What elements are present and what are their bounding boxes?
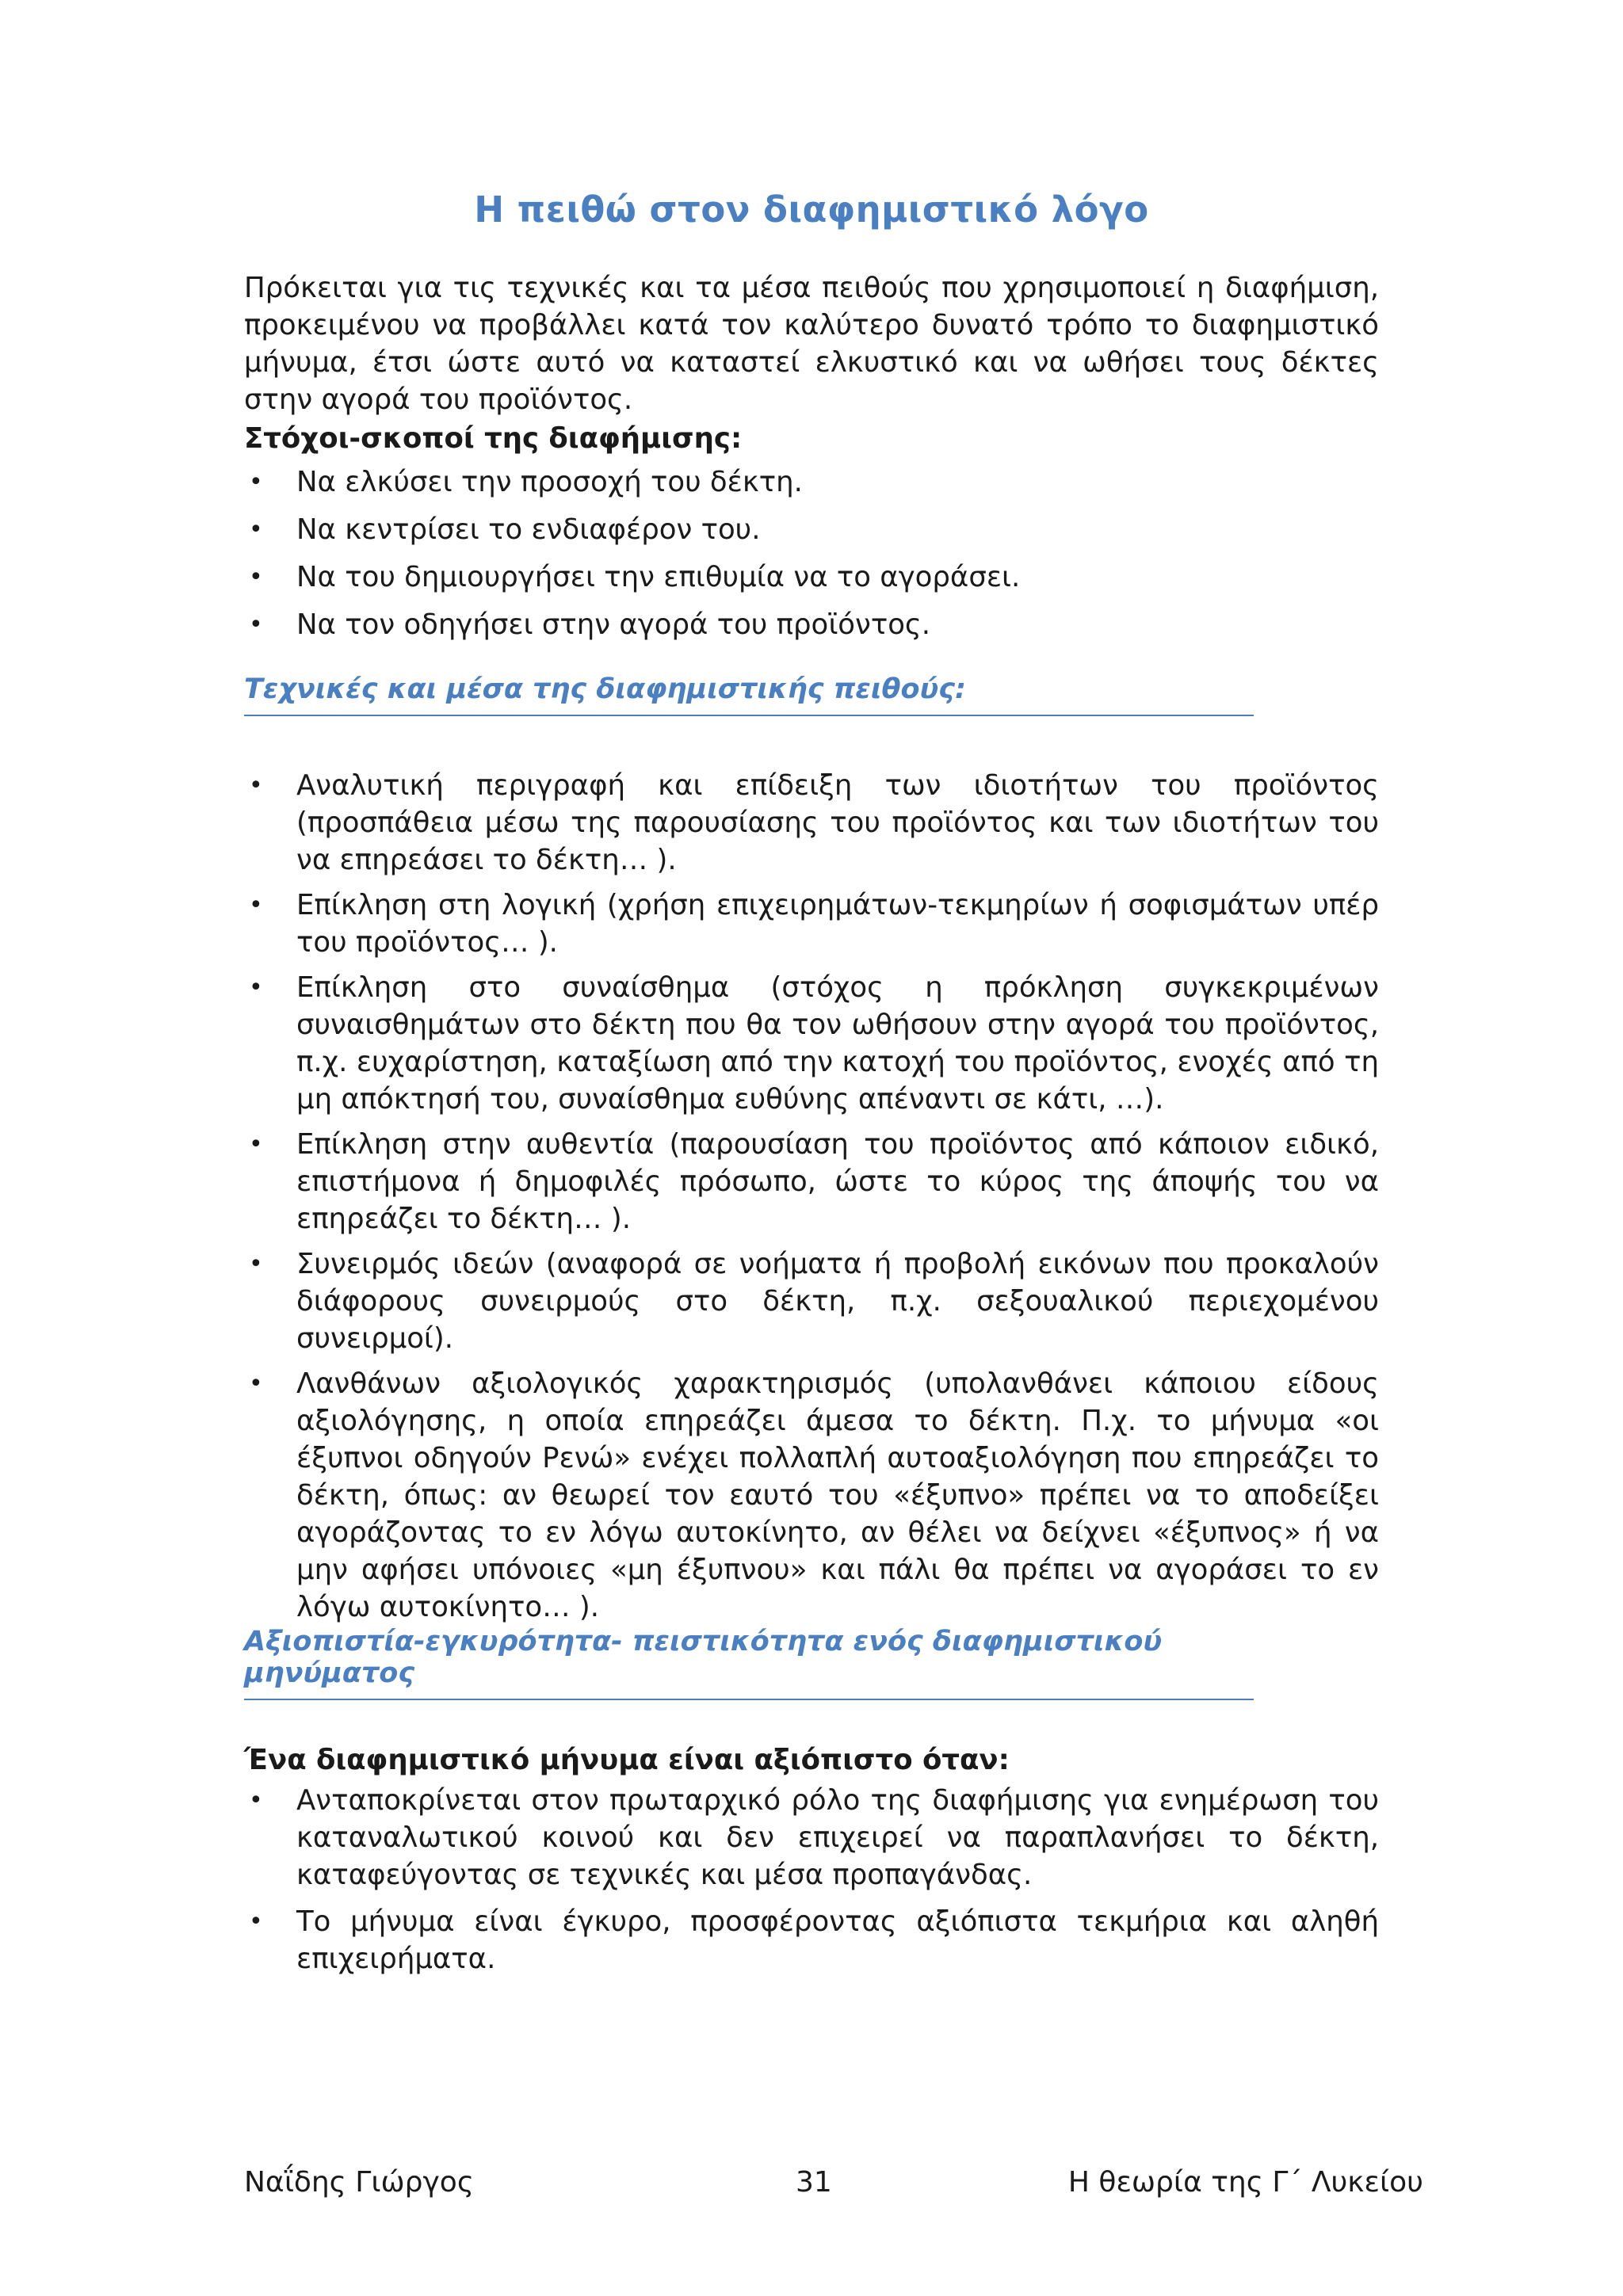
bullet-icon: • — [249, 468, 263, 496]
bullet-icon: • — [249, 1250, 263, 1278]
footer-author: Ναΐδης Γιώργος — [244, 2166, 474, 2199]
list-item-text: Αναλυτική περιγραφή και επίδειξη των ιδιοτήτων του προϊόντος (προσπάθεια μέσω της παρουσίασης του προϊόντος και των ιδιοτήτων του να επηρεάσει το δέκτη… ). — [296, 769, 1379, 876]
bullet-icon: • — [249, 1787, 263, 1814]
techniques-heading: Τεχνικές και μέσα της διαφημιστικής πειθούς: — [244, 673, 1254, 716]
list-item — [244, 559, 1379, 596]
list-item-text: Επίκληση στην αυθεντία (παρουσίαση του προϊόντος από κάποιον ειδικό, επιστήμονα ή δημοφιλές πρόσωπο, ώστε το κύρος της άποψής του να επηρεάζει το δέκτη… ). — [296, 1128, 1379, 1235]
list-item — [244, 767, 1379, 879]
list-item — [244, 887, 1379, 961]
list-item — [244, 463, 1379, 501]
techniques-block — [244, 767, 1379, 1634]
list-item-text: Να τον οδηγήσει στην αγορά του προϊόντος. — [296, 608, 931, 641]
list-item-text: Να κεντρίσει το ενδιαφέρον του. — [296, 513, 761, 546]
list-item — [244, 511, 1379, 548]
list-item — [244, 1782, 1379, 1894]
credibility-block — [244, 1741, 1379, 1987]
list-item-text: Συνειρμός ιδεών (αναφορά σε νοήματα ή προβολή εικόνων που προκαλούν διάφορους συνειρμούς στο δέκτη, π.χ. σεξουαλικού περιεχομένου συνειρμοί). — [296, 1248, 1379, 1355]
techniques-list — [244, 767, 1379, 1626]
list-item — [244, 1245, 1379, 1357]
list-item-text: Να του δημιουργήσει την επιθυμία να το αγοράσει. — [296, 561, 1021, 593]
bullet-icon: • — [249, 611, 263, 639]
bullet-icon: • — [249, 1908, 263, 1936]
bullet-icon: • — [249, 974, 263, 1001]
list-item — [244, 1365, 1379, 1626]
footer-page-number: 31 — [796, 2166, 832, 2199]
credibility-list — [244, 1782, 1379, 1978]
list-item-text: Να ελκύσει την προσοχή του δέκτη. — [296, 466, 803, 498]
page-title: Η πειθώ στον διαφημιστικό λόγο — [474, 189, 1149, 231]
list-item-text: Λανθάνων αξιολογικός χαρακτηρισμός (υπολανθάνει κάποιου είδους αξιολόγησης, η οποία επηρεάζει άμεσα το δέκτη. Π.χ. το μήνυμα «οι έξυπνοι οδηγούν Ρενώ» ενέχει πολλαπλή αυτοαξιολόγηση που επηρεάζει το δέκτη, όπως: αν θεωρεί τον εαυτό του «έξυπνο» πρέπει να το αποδείξει αγοράζοντας το εν λόγω αυτοκίνητο, αν θέλει να δείχνει «έξυπνος» ή να μην αφήσει υπόνοιες «μη έξυπνου» και πάλι θα πρέπει να αγοράσει το εν λόγω αυτοκίνητο… ). — [296, 1367, 1379, 1623]
intro-block — [244, 269, 1379, 654]
list-item-text: Επίκληση στο συναίσθημα (στόχος η πρόκληση συγκεκριμένων συναισθημάτων στο δέκτη που θα τον ωθήσουν στην αγορά του προϊόντος, π.χ. ευχαρίστηση, καταξίωση από την κατοχή του προϊόντος, ενοχές από τη μη απόκτησή του, συναίσθημα ευθύνης απέναντι σε κάτι, …). — [296, 971, 1379, 1116]
footer-book-title: Η θεωρία της Γ΄ Λυκείου — [1067, 2166, 1423, 2199]
goals-heading: Στόχοι-σκοποί της διαφήμισης: — [244, 422, 743, 455]
intro-paragraph: Πρόκειται για τις τεχνικές και τα μέσα πειθούς που χρησιμοποιεί η διαφήμιση, προκειμένου να προβάλλει κατά τον καλύτερο δυνατό τρόπο το διαφημιστικό μήνυμα, έτσι ώστε αυτό να καταστεί ελκυστικό και να ωθήσει τους δέκτες στην αγορά του προϊόντος. — [244, 272, 1379, 416]
list-item-text: Επίκληση στη λογική (χρήση επιχειρημάτων-τεκμηρίων ή σοφισμάτων υπέρ του προϊόντος… ). — [296, 889, 1379, 959]
goals-list — [244, 463, 1379, 643]
bullet-icon: • — [249, 772, 263, 799]
list-item — [244, 606, 1379, 643]
list-item — [244, 969, 1379, 1118]
list-item-text: Το μήνυμα είναι έγκυρο, προσφέροντας αξιόπιστα τεκμήρια και αληθή επιχειρήματα. — [296, 1905, 1379, 1975]
bullet-icon: • — [249, 563, 263, 591]
list-item — [244, 1903, 1379, 1978]
list-item-text: Ανταποκρίνεται στον πρωταρχικό ρόλο της διαφήμισης για ενημέρωση του καταναλωτικού κοινού και δεν επιχειρεί να παραπλανήσει το δέκτη, καταφεύγοντας σε τεχνικές και μέσα προπαγάνδας. — [296, 1784, 1379, 1891]
bullet-icon: • — [249, 1370, 263, 1398]
list-item — [244, 1126, 1379, 1238]
bullet-icon: • — [249, 891, 263, 919]
bullet-icon: • — [249, 1131, 263, 1158]
credibility-heading: Αξιοπιστία-εγκυρότητα- πειστικότητα ενός διαφημιστικού μηνύματος — [244, 1626, 1254, 1700]
credibility-subheading: Ένα διαφημιστικό μήνυμα είναι αξιόπιστο όταν: — [244, 1744, 1010, 1776]
bullet-icon: • — [249, 516, 263, 543]
